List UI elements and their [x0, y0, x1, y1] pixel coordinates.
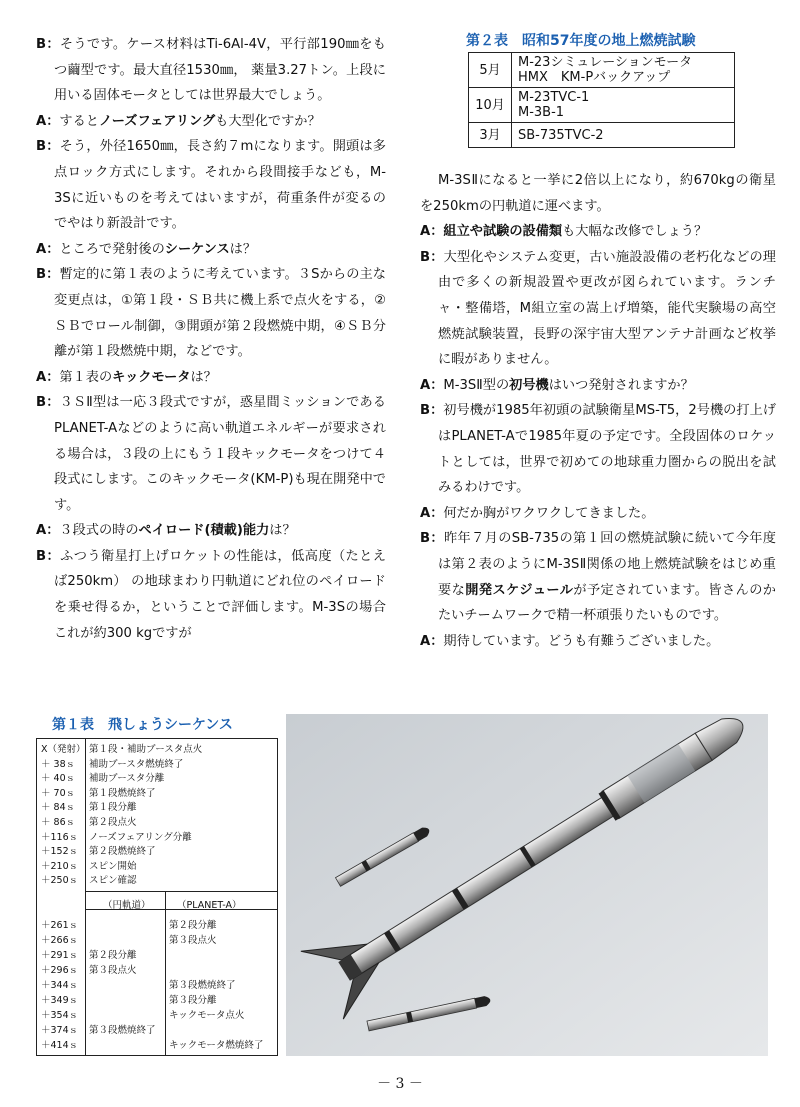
table1	[36, 738, 278, 1056]
table1-planet-event: 第３段分離	[169, 995, 217, 1006]
table2-item: HMX KM-Pバックアップ	[518, 70, 671, 85]
rocket-figure	[286, 714, 768, 1056]
table2-item: SB-735TVC-2	[518, 127, 604, 143]
dialogue-paragraph	[36, 390, 386, 518]
paragraph-text: 初号機が1985年初頭の試験衛星MS-T5，2号機の打上げはPLANET-Aで1985年夏の予定です。全段固体のロケットとしては，世界で初めての地球重力圏からの脱出を試みるわけです。	[438, 403, 776, 496]
dialogue-paragraph	[36, 237, 386, 263]
table2-month: 3月	[469, 123, 512, 148]
dialogue-paragraph	[420, 526, 776, 628]
rocket-illustration	[286, 714, 768, 1056]
highlight-term: 組立や試験の設備類	[443, 224, 563, 240]
speaker-label: B：	[36, 37, 60, 52]
table2	[468, 52, 735, 148]
left-column	[36, 32, 386, 646]
speaker-label: B：	[420, 403, 444, 419]
table1-time: ＋414ｓ	[41, 1040, 79, 1051]
dialogue-paragraph	[420, 245, 776, 373]
dialogue-paragraph	[420, 501, 776, 527]
paragraph-text: 昨年７月のSB-735の第１回の燃焼試験に続いて今年度は第２表のようにM-3SⅡ関係の地上燃焼試験をはじめ重要な	[438, 531, 776, 598]
table1-event: ノーズフェアリング分離	[89, 831, 192, 843]
table1-row	[37, 801, 277, 814]
table1-event: スピン確認	[89, 875, 137, 887]
table1-time: ＋ 84ｓ	[41, 802, 76, 814]
table1-time: ＋374ｓ	[41, 1025, 79, 1036]
table1-event: 第２段燃焼終了	[89, 846, 156, 858]
paragraph-text: 大型化やシステム変更，古い施設設備の老朽化などの理由で多くの新規設置や更改が図られています。ランチャ・整備塔，M組立室の嵩上げ増築，能代実験場の高空燃焼試験装置，長野の深宇宙大型アンテナ計画など枚挙に暇がありません。	[438, 249, 776, 368]
table2-items	[512, 53, 735, 88]
highlight-term: 初号機	[509, 377, 549, 393]
table1-row	[37, 874, 277, 887]
table1-time: X（発射）	[41, 744, 86, 755]
table1-row	[37, 845, 277, 858]
speaker-label: B：	[420, 531, 444, 547]
speaker-label: A：	[36, 523, 60, 539]
dialogue-paragraph	[420, 219, 776, 245]
table1-time: ＋344ｓ	[41, 980, 79, 991]
table2-items	[512, 123, 735, 148]
table1-planet-event: 第２段分離	[169, 920, 217, 931]
dialogue-paragraph	[36, 134, 386, 236]
table1-planet-event: キックモータ点火	[169, 1010, 245, 1021]
table1-planet-event: 第３段燃焼終了	[169, 980, 236, 991]
table1-row	[37, 831, 277, 844]
paragraph-text: そうです。ケース材料はTi-6Al-4V，平行部190㎜をもつ繭型です。最大直径1530㎜， 薬量3.27トン。上段に用いる固体モータとしては世界最大でしょう。	[54, 37, 386, 104]
table1-time: ＋250ｓ	[41, 875, 79, 887]
paragraph-text: ３段式の時の	[59, 523, 139, 539]
table2-row	[469, 53, 735, 88]
dialogue-paragraph	[36, 365, 386, 391]
paragraph-text: 何だか胸がワクワクしてきました。	[443, 505, 655, 521]
table1-row	[37, 994, 277, 1007]
table1-planet-event: 第３段点火	[169, 935, 217, 946]
table2-items	[512, 88, 735, 123]
highlight-term: 開発スケジュール	[465, 582, 574, 598]
speaker-label: A：	[420, 633, 444, 649]
table2-month: 5月	[469, 53, 512, 88]
table1-time: ＋349ｓ	[41, 995, 79, 1006]
table1-row	[37, 758, 277, 771]
table1-event: 第１段分離	[89, 802, 137, 814]
table2-item: M-23シミュレーションモータ	[518, 55, 693, 70]
speaker-label: B：	[36, 139, 60, 155]
speaker-label: B：	[420, 249, 444, 265]
speaker-label: A：	[36, 241, 60, 257]
dialogue-paragraph	[36, 109, 386, 135]
table1-circular-event: 第３段点火	[89, 965, 137, 976]
paragraph-text: が予定されています。皆さんのかたいチームワークで精一杯頑張りたいものです。	[438, 582, 776, 624]
dialogue-paragraph	[420, 398, 776, 500]
speaker-label: A：	[36, 113, 60, 129]
paragraph-text: も大型化ですか？	[215, 113, 321, 129]
table1-row	[37, 919, 277, 932]
paragraph-text: すると	[59, 113, 99, 129]
table1-time: ＋116ｓ	[41, 831, 79, 843]
highlight-term: シーケンス	[164, 241, 230, 257]
paragraph-text: M-3SⅡ型の	[443, 377, 510, 393]
table1-time: ＋ 70ｓ	[41, 787, 76, 799]
speaker-label: B：	[36, 548, 61, 564]
dialogue-paragraph	[36, 518, 386, 544]
speaker-label: B：	[36, 267, 60, 283]
highlight-term: キックモータ	[112, 369, 191, 385]
page-number: － 3 －	[377, 1076, 423, 1092]
table1-time: ＋152ｓ	[41, 846, 79, 858]
table1-row	[37, 772, 277, 785]
table1-time: ＋354ｓ	[41, 1010, 79, 1021]
table1-header-circular: （円軌道）	[103, 900, 151, 911]
speaker-label: A：	[420, 224, 444, 240]
right-column	[420, 168, 776, 654]
dialogue-paragraph	[36, 262, 386, 364]
table2-item: M-3B-1	[518, 105, 565, 120]
table1-planet-event: キックモータ燃焼終了	[169, 1040, 264, 1051]
paragraph-text: 暫定的に第１表のように考えています。３Sからの主な変更点は，①第１段・ＳＢ共に機上系で点火をする，②ＳＢでロール制御，③開頭が第２段燃焼中期，④ＳＢ分離が第１段燃焼中期，などです。	[54, 267, 386, 360]
highlight-term: ノーズフェアリング	[98, 113, 216, 129]
table1-circular-event: 第３段燃焼終了	[89, 1025, 156, 1036]
table1-time: ＋ 38ｓ	[41, 758, 76, 770]
paragraph-text: ふつう衛星打上げロケットの性能は，低高度（たとえば250km） の地球まわり円軌道にどれ位のペイロードを乗せ得るか，ということで評価します。M-3Sの場合これが約300 kgですが	[54, 548, 386, 641]
dialogue-paragraph	[420, 629, 776, 655]
table1-row	[37, 1009, 277, 1022]
paragraph-text: ところで発射後の	[59, 241, 165, 257]
table1-event: 補助ブースタ燃焼終了	[89, 758, 184, 770]
table1-row	[37, 964, 277, 977]
table1-row	[37, 934, 277, 947]
paragraph-text: ３ＳⅡ型は一応３段式ですが，惑星間ミッションであるPLANET-Aなどのように高い軌道エネルギーが要求される場合は，３段の上にもう１段キックモータをつけて４段式にします。このキックモータ(KM-P)も現在開発中です。	[54, 395, 386, 513]
table1-event: 第１段燃焼終了	[89, 787, 156, 799]
table2-row	[469, 88, 735, 123]
dialogue-paragraph	[36, 32, 386, 109]
table1-time: ＋261ｓ	[41, 920, 79, 931]
table1-event: 第２段点火	[89, 817, 137, 828]
table1-header-planet: （PLANET-A）	[177, 900, 242, 911]
table2-item: M-23TVC-1	[518, 90, 590, 105]
paragraph-text: も大幅な改修でしょう？	[562, 224, 708, 240]
table1-time: ＋ 86ｓ	[41, 817, 76, 828]
table1-event: 補助ブースタ分離	[89, 773, 165, 785]
table1-circular-event: 第２段分離	[89, 950, 137, 961]
table1-row	[37, 1024, 277, 1037]
table1-row	[37, 979, 277, 992]
table1-time: ＋296ｓ	[41, 965, 79, 976]
speaker-label: B：	[36, 395, 60, 411]
table1-caption: 第１表 飛しょうシーケンス	[52, 717, 233, 733]
table1-row	[37, 816, 277, 829]
table1-time: ＋291ｓ	[41, 950, 79, 961]
speaker-label: A：	[420, 505, 444, 521]
speaker-label: A：	[36, 369, 60, 385]
table1-row	[37, 860, 277, 873]
table1-time: ＋266ｓ	[41, 935, 79, 946]
highlight-term: ペイロード(積載)能力	[138, 523, 270, 539]
paragraph-text: は？	[190, 369, 217, 385]
speaker-label: A：	[420, 377, 444, 393]
table1-row	[37, 949, 277, 962]
table1-event: スピン開始	[89, 860, 137, 872]
dialogue-paragraph	[36, 544, 386, 646]
paragraph-text: は？	[229, 241, 257, 257]
table2-row	[469, 123, 735, 148]
table1-row	[37, 743, 277, 756]
paragraph-text: はいつ発射されますか？	[548, 377, 694, 393]
paragraph-text: 第１表の	[59, 369, 113, 385]
table1-time: ＋210ｓ	[41, 860, 79, 872]
table2-caption: 第２表 昭和57年度の地上燃焼試験	[466, 33, 696, 49]
dialogue-paragraph	[420, 373, 776, 399]
table2-month: 10月	[469, 88, 512, 123]
paragraph-text: 期待しています。どうも有難うございました。	[443, 633, 720, 649]
dialogue-paragraph	[420, 168, 776, 219]
table1-time: ＋ 40ｓ	[41, 773, 76, 785]
paragraph-text: M-3SⅡになると一挙に2倍以上になり，約670kgの衛星を250kmの円軌道に運べます。	[420, 173, 776, 214]
paragraph-text: そう，外径1650㎜，長さ約７mになります。開頭は多点ロック方式にします。それから段間接手なども，M-3Sに近いものを考えてはいますが，荷重条件が変るのでやはり新設計です。	[54, 139, 386, 232]
paragraph-text: は？	[269, 523, 296, 539]
table1-row	[37, 1039, 277, 1052]
table1-row	[37, 787, 277, 800]
table1-event: 第１段・補助ブースタ点火	[89, 744, 203, 755]
